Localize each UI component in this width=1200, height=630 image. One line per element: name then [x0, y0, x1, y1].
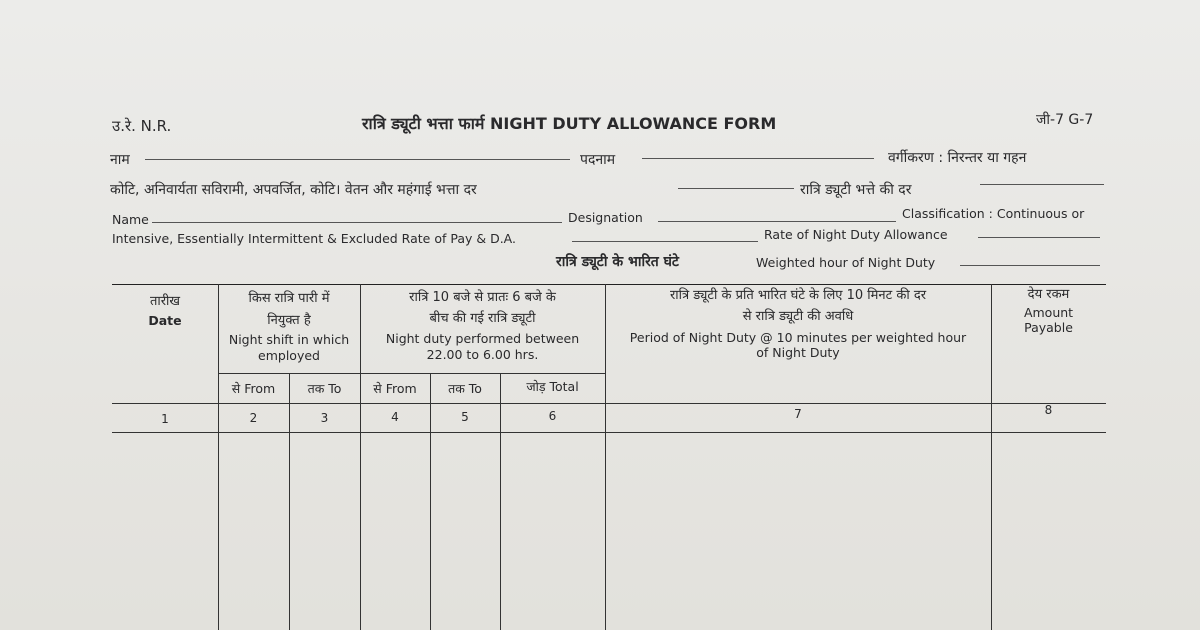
- col-number: 3: [320, 411, 329, 425]
- label-line2-hi: कोटि, अनिवार्यता सविरामी, अपवर्जित, कोटि। वेतन और महंगाई भत्ता दर: [110, 182, 477, 198]
- table-top-border: [112, 284, 1106, 285]
- rate-pay-en-line[interactable]: [572, 241, 758, 242]
- col-period-en2: of Night Duty: [756, 345, 840, 360]
- col-divider-7: [991, 284, 992, 630]
- header-bottom-line: [112, 403, 1106, 404]
- col-duty-en1: Night duty performed between: [385, 331, 580, 346]
- col-number: 6: [548, 409, 557, 423]
- col-duty-hi2: बीच की गई रात्रि ड्यूटी: [429, 311, 536, 326]
- col-number: 5: [461, 410, 469, 424]
- label-designation-en: Designation: [568, 210, 643, 225]
- col-shift-en2: employed: [258, 348, 320, 363]
- label-weighted-hi: रात्रि ड्यूटी के भारित घंटे: [556, 254, 679, 270]
- col-number: 7: [794, 407, 802, 421]
- sub-to-1: तक To: [307, 381, 342, 396]
- col-shift-hi1: किस रात्रि पारी में: [248, 291, 330, 306]
- col-period-hi2: से रात्रि ड्यूटी की अवधि: [742, 309, 854, 324]
- name-hi-line[interactable]: [145, 159, 570, 160]
- rate-pay-hi-line[interactable]: [678, 188, 794, 189]
- name-en-line[interactable]: [152, 222, 562, 223]
- label-designation-hi: पदनाम: [580, 152, 616, 168]
- col-duty-hi1: रात्रि 10 बजे से प्रातः 6 बजे के: [409, 290, 556, 305]
- label-weighted-en: Weighted hour of Night Duty: [756, 255, 936, 270]
- col-number: 8: [1044, 403, 1053, 417]
- col-date-en: Date: [148, 313, 182, 328]
- label-name-en: Name: [112, 212, 149, 227]
- col-shift-hi2: नियुक्त है: [267, 313, 311, 328]
- label-line2-en: Intensive, Essentially Intermittent & Excluded Rate of Pay & D.A.: [112, 231, 516, 246]
- weighted-line[interactable]: [960, 265, 1100, 266]
- col-amount-en2: Payable: [1024, 320, 1073, 335]
- col-number: 1: [161, 412, 169, 426]
- label-night-rate-hi: रात्रि ड्यूटी भत्ते की दर: [800, 182, 912, 198]
- form-title: रात्रि ड्यूटी भत्ता फार्म NIGHT DUTY ALLOWANCE FORM: [362, 114, 777, 133]
- label-classification-en: Classification : Continuous or: [902, 206, 1085, 221]
- col-period-en1: Period of Night Duty @ 10 minutes per weighted hour: [629, 330, 967, 345]
- form-code: जी-7 G-7: [1036, 112, 1094, 128]
- col-number: 4: [391, 410, 399, 424]
- col-date-hi: तारीख: [149, 294, 181, 309]
- night-rate-hi-line[interactable]: [980, 184, 1104, 185]
- col-number: 2: [249, 411, 258, 425]
- col-period-hi1: रात्रि ड्यूटी के प्रति भारित घंटे के लिए 10 मिनट की दर: [669, 288, 927, 303]
- railway-code: उ.रे. N.R.: [112, 117, 172, 135]
- label-name-hi: नाम: [110, 152, 130, 168]
- sub-total: जोड़ Total: [526, 379, 579, 394]
- label-night-rate-en: Rate of Night Duty Allowance: [764, 227, 948, 242]
- sub-from-2: से From: [373, 381, 417, 396]
- sub-to-2: तक To: [448, 381, 482, 396]
- sub-from-1: से From: [231, 381, 276, 396]
- col-amount-hi: देय रकम: [1027, 287, 1070, 302]
- label-classification-hi: वर्गीकरण : निरन्तर या गहन: [888, 150, 1027, 166]
- number-row-bottom-line: [112, 432, 1106, 433]
- night-rate-en-line[interactable]: [978, 237, 1100, 238]
- col-shift-en1: Night shift in which: [228, 332, 350, 347]
- designation-hi-line[interactable]: [642, 158, 874, 159]
- col-duty-en2: 22.00 to 6.00 hrs.: [426, 347, 539, 362]
- designation-en-line[interactable]: [658, 221, 896, 222]
- subheader-top-line: [218, 373, 605, 374]
- col-amount-en1: Amount: [1023, 305, 1074, 320]
